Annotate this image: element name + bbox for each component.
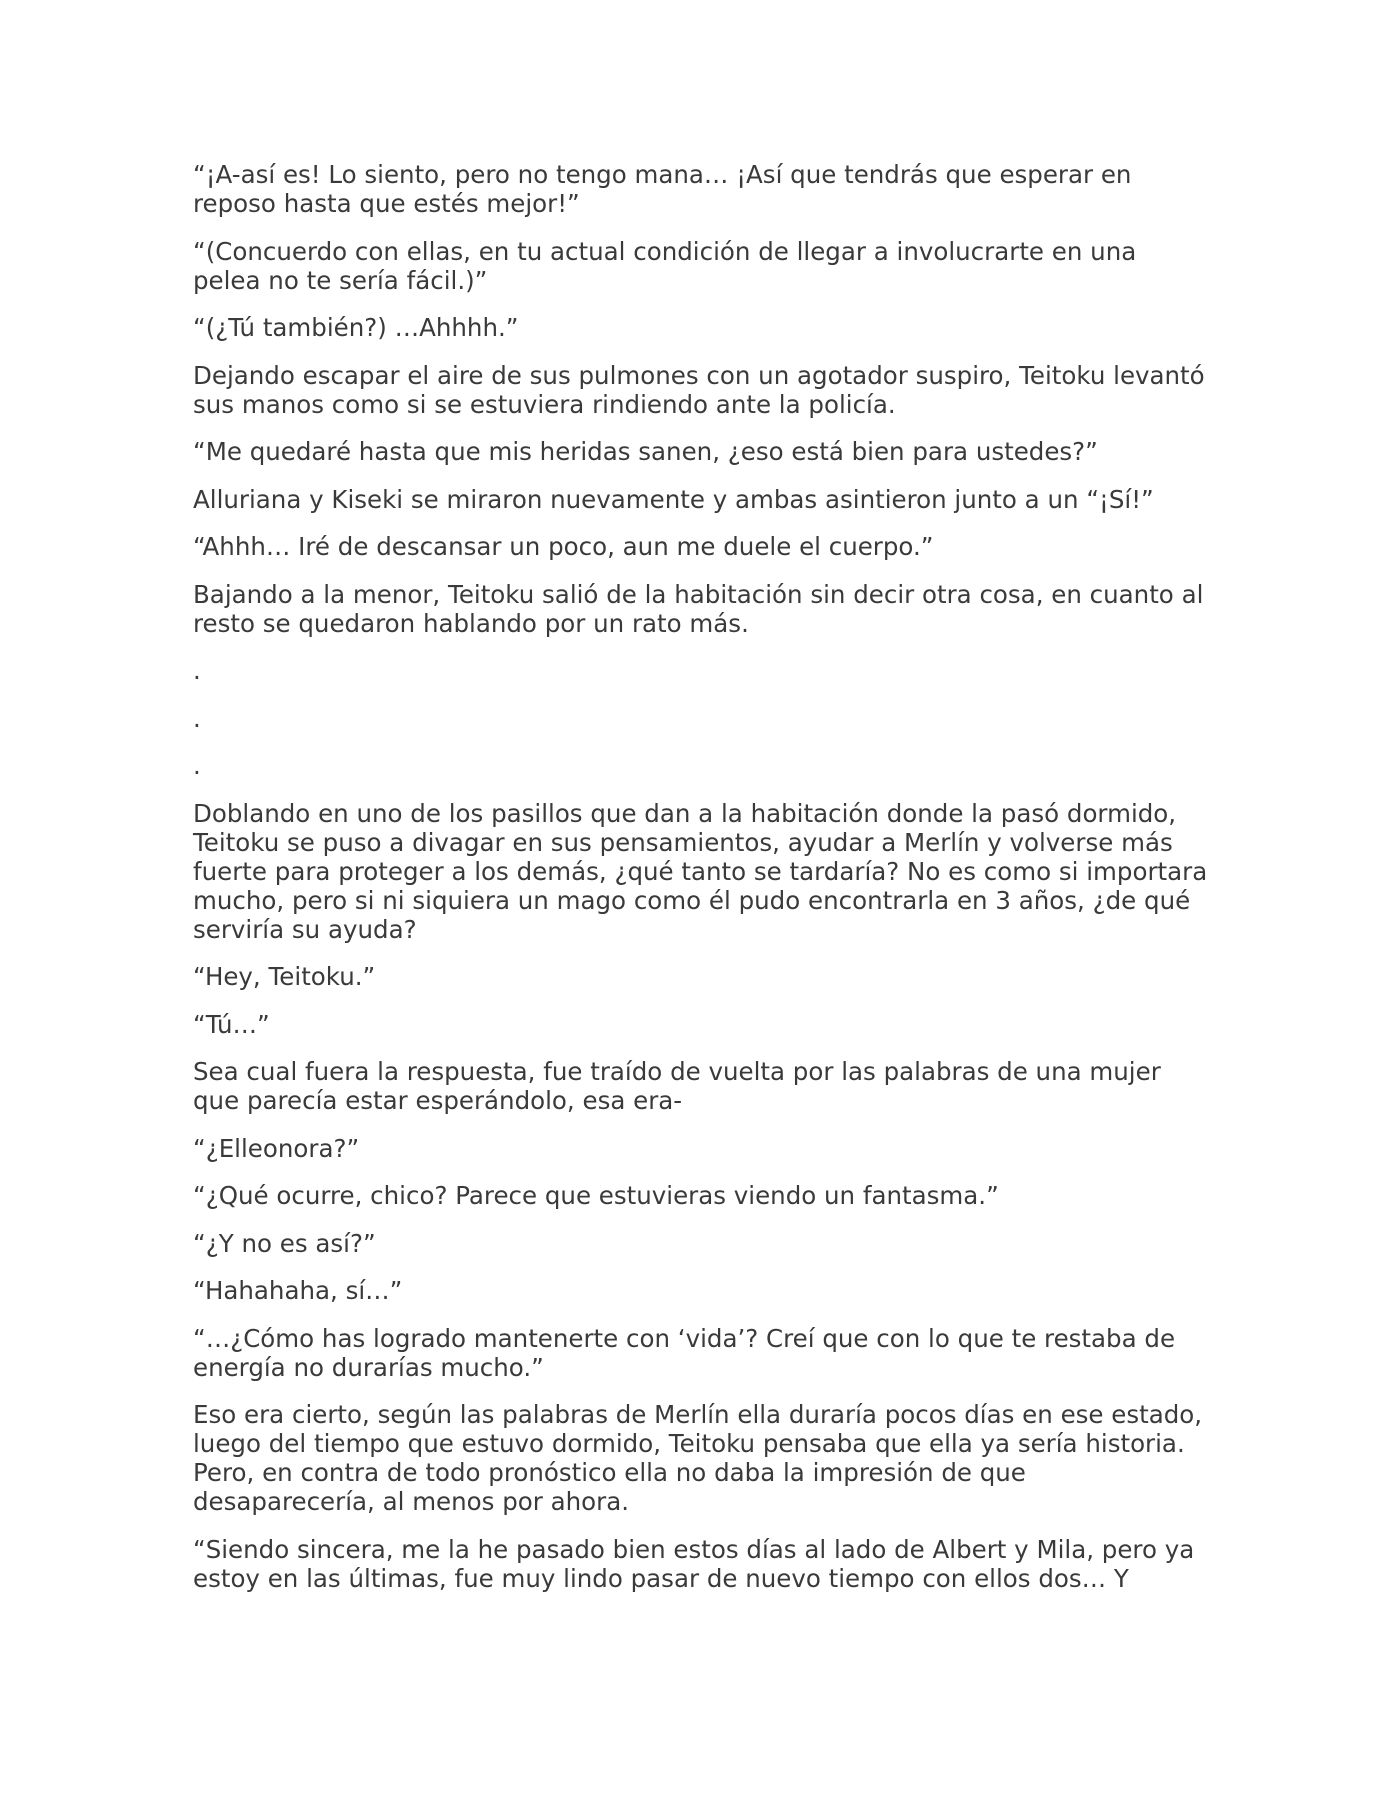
paragraph: “¿Qué ocurre, chico? Parece que estuvieras viendo un fantasma.”	[193, 1181, 999, 1210]
paragraph: Bajando a la menor, Teitoku salió de la habitación sin decir otra cosa, en cuanto al resto se quedaron hablando por un rato más.	[193, 579, 1204, 638]
paragraph: “Siendo sincera, me la he pasado bien estos días al lado de Albert y Mila, pero ya estoy en las últimas, fue muy lindo pasar de nuevo tiempo con ellos dos… Y	[193, 1534, 1195, 1593]
paragraph: “Hahahaha, sí…”	[193, 1276, 403, 1305]
paragraph: “Tú…”	[193, 1009, 270, 1039]
paragraph: Dejando escapar el aire de sus pulmones con un agotador suspiro, Teitoku levantó sus manos como si se estuviera rindiendo ante la policía.	[193, 360, 1205, 419]
paragraph: Alluriana y Kiseki se miraron nuevamente y ambas asintieron junto a un “¡Sí!”	[193, 484, 1154, 514]
paragraph: “Ahhh… Iré de descansar un poco, aun me duele el cuerpo.”	[193, 532, 934, 561]
paragraph: “…¿Cómo has logrado mantenerte con ‘vida’? Creí que con lo que te restaba de energía no durarías mucho.”	[193, 1323, 1176, 1382]
paragraph: Sea cual fuera la respuesta, fue traído de vuelta por las palabras de una mujer que parecía estar esperándolo, esa era-	[193, 1057, 1161, 1115]
scene-separator-dot: .	[193, 656, 201, 685]
paragraph: “Hey, Teitoku.”	[193, 962, 376, 991]
scene-separator-dot: .	[193, 703, 201, 733]
paragraph: “Me quedaré hasta que mis heridas sanen, ¿eso está bien para ustedes?”	[193, 437, 1098, 466]
paragraph: “(¿Tú también?) …Ahhhh.”	[193, 313, 519, 342]
paragraph: Doblando en uno de los pasillos que dan a la habitación donde la pasó dormido, Teitoku se puso a divagar en sus pensamientos, ayudar a Merlín y volverse más fuerte para proteger a los demás, ¿qué tanto se tardaría? No es como si importara mucho, pero si ni siquiera un mago como él pudo encontrarla en 3 años, ¿de qué serviría su ayuda?	[193, 798, 1208, 944]
paragraph: “¡A-así es! Lo siento, pero no tengo mana… ¡Así que tendrás que esperar en reposo hasta que estés mejor!”	[193, 160, 1132, 218]
paragraph: “¿Y no es así?”	[193, 1228, 376, 1258]
paragraph: “(Concuerdo con ellas, en tu actual condición de llegar a involucrarte en una pelea no te sería fácil.)”	[193, 236, 1137, 295]
paragraph: “¿Elleonora?”	[193, 1133, 360, 1163]
paragraph: Eso era cierto, según las palabras de Merlín ella duraría pocos días en ese estado, luego del tiempo que estuvo dormido, Teitoku pensaba que ella ya sería historia. Pero, en contra de todo pronóstico ella no daba la impresión de que desaparecería, al menos por ahora.	[193, 1400, 1203, 1516]
scene-separator-dot: .	[193, 751, 201, 780]
document-page	[193, 160, 1208, 1611]
